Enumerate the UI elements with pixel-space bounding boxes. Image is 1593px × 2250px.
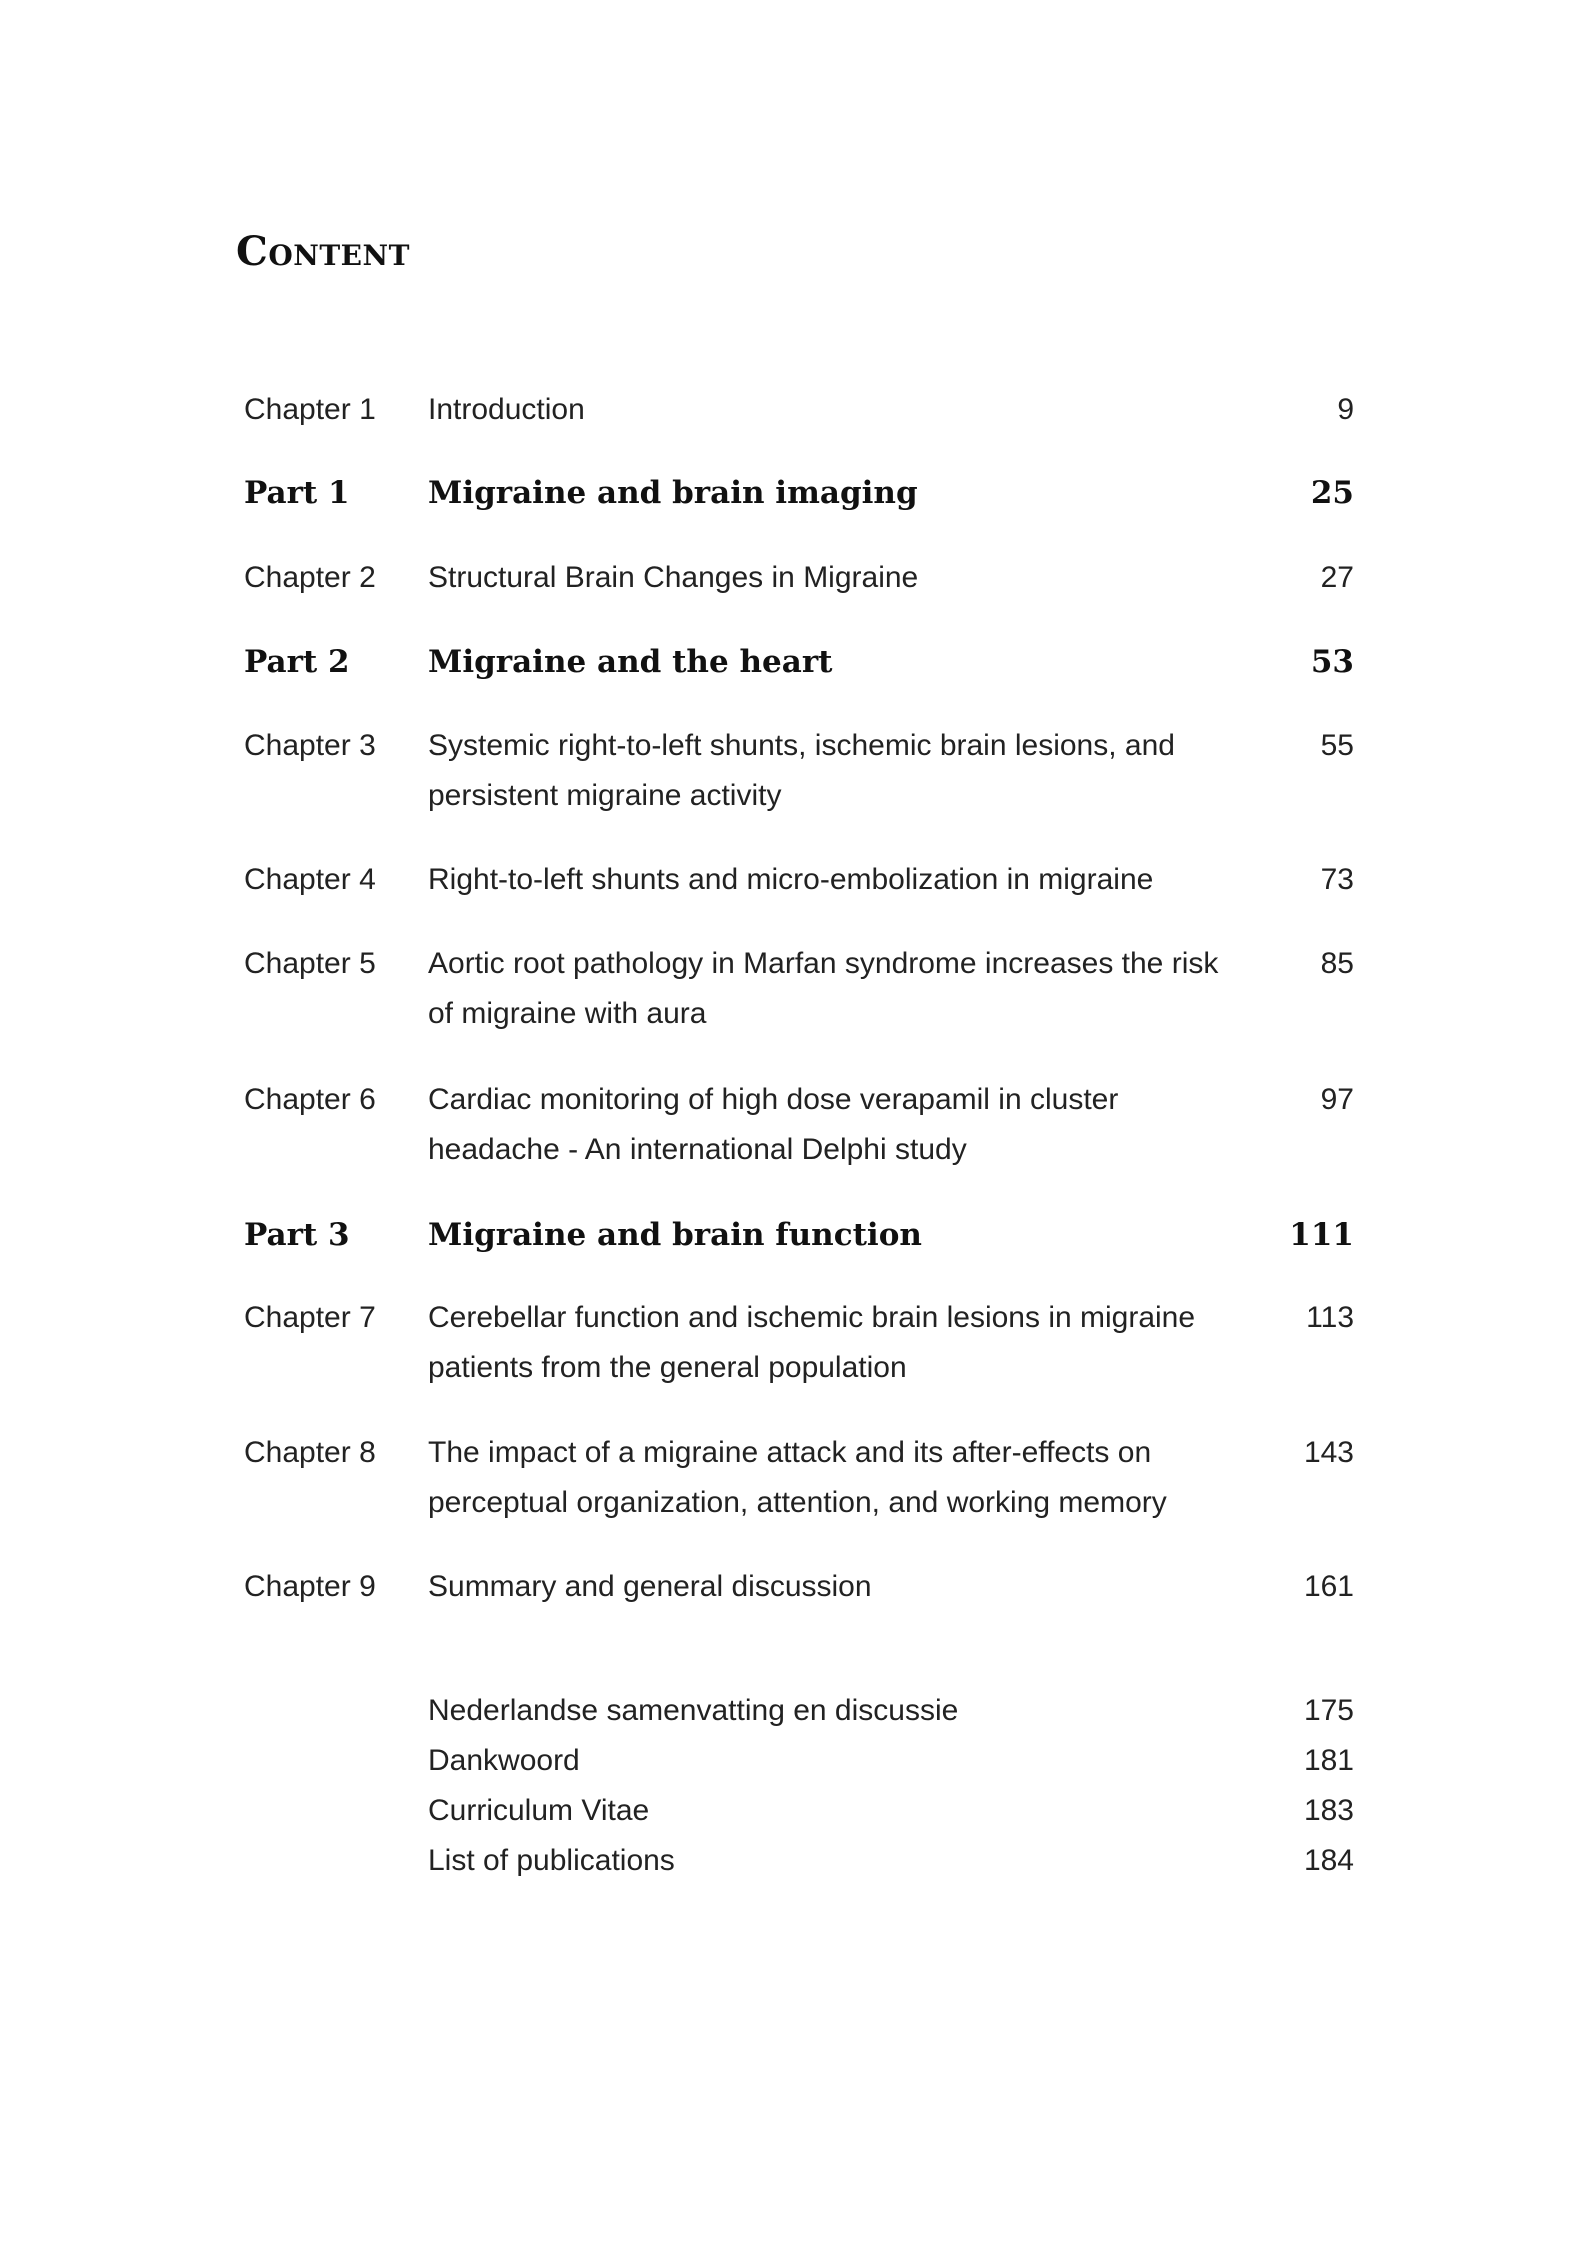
entry-label: Part 3 <box>244 1217 350 1253</box>
entry-label: Chapter 7 <box>244 1301 376 1334</box>
entry-page-number: 25 <box>1310 475 1354 511</box>
entry-title: Aortic root pathology in Marfan syndrome increases the risk of migraine with aura <box>428 947 1219 1030</box>
entry-label: Chapter 4 <box>244 863 376 896</box>
entry-title: Migraine and brain imaging <box>428 475 918 511</box>
entry-title: Cerebellar function and ischemic brain lesions in migraine patients from the general population <box>428 1301 1196 1384</box>
entry-label: Chapter 9 <box>244 1570 376 1603</box>
entry-page-number: 27 <box>1320 561 1354 594</box>
entry-page-number: 181 <box>1303 1744 1354 1777</box>
entry-title: The impact of a migraine attack and its after-effects on perceptual organization, attention, and working memory <box>428 1436 1167 1519</box>
entry-title: List of publications <box>428 1844 675 1877</box>
entry-page-number: 9 <box>1337 393 1354 426</box>
entry-title: Introduction <box>428 393 585 426</box>
entry-page-number: 73 <box>1320 863 1354 896</box>
entry-label: Chapter 6 <box>244 1083 376 1116</box>
entry-title: Cardiac monitoring of high dose verapamil in cluster headache - An international Delphi study <box>428 1083 1119 1166</box>
page-title: Content <box>236 228 410 275</box>
entry-page-number: 97 <box>1320 1083 1354 1116</box>
entry-title: Curriculum Vitae <box>428 1794 650 1827</box>
entry-page-number: 184 <box>1303 1844 1354 1877</box>
entry-title: Summary and general discussion <box>428 1570 872 1603</box>
entry-title: Migraine and brain function <box>428 1217 922 1253</box>
entry-label: Chapter 2 <box>244 561 376 594</box>
entry-page-number: 55 <box>1320 729 1354 762</box>
entry-title: Right-to-left shunts and micro-embolization in migraine <box>428 863 1154 896</box>
entry-title: Structural Brain Changes in Migraine <box>428 561 919 594</box>
entry-page-number: 85 <box>1320 947 1354 980</box>
entry-page-number: 143 <box>1303 1436 1354 1469</box>
entry-page-number: 161 <box>1303 1570 1354 1603</box>
entry-label: Chapter 5 <box>244 947 376 980</box>
entry-title: Dankwoord <box>428 1744 580 1777</box>
entry-page-number: 111 <box>1289 1217 1354 1253</box>
entry-title: Nederlandse samenvatting en discussie <box>428 1694 959 1727</box>
entry-label: Chapter 8 <box>244 1436 376 1469</box>
entry-page-number: 175 <box>1303 1694 1354 1727</box>
entry-title: Systemic right-to-left shunts, ischemic brain lesions, and persistent migraine activity <box>428 729 1175 812</box>
entry-label: Chapter 3 <box>244 729 376 762</box>
entry-page-number: 183 <box>1303 1794 1354 1827</box>
entry-label: Part 1 <box>244 475 350 511</box>
entry-page-number: 113 <box>1306 1301 1354 1334</box>
entry-label: Part 2 <box>244 644 350 680</box>
entry-page-number: 53 <box>1310 644 1354 680</box>
entry-title: Migraine and the heart <box>428 644 833 680</box>
entry-label: Chapter 1 <box>244 393 376 426</box>
